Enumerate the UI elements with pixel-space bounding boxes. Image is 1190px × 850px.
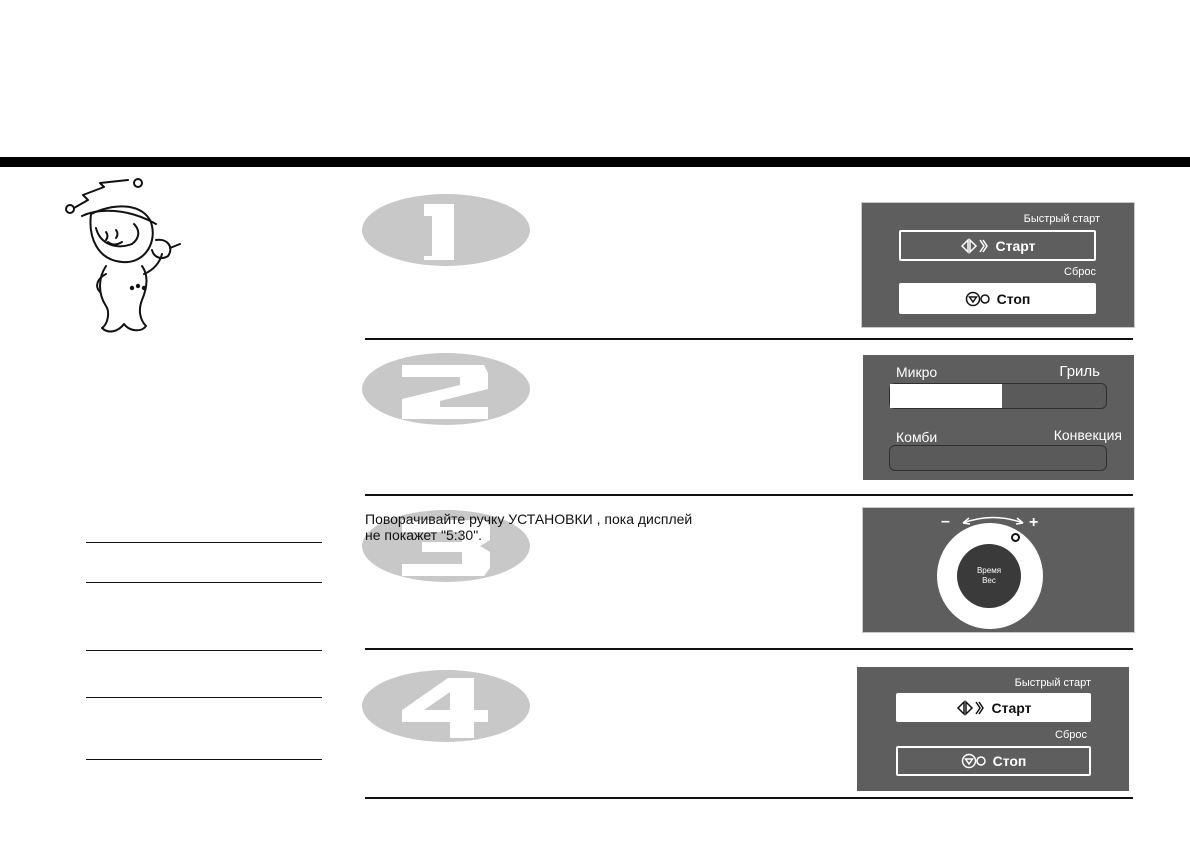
reset-label: Сброс [1064, 266, 1096, 278]
control-panel-1 [861, 202, 1135, 328]
micro-grill-fill [890, 384, 1002, 408]
quick-start-label: Быстрый старт [1023, 213, 1100, 225]
start-icon [960, 238, 990, 254]
step-4-number: 4 [362, 660, 363, 661]
quick-start-label-2: Быстрый старт [1014, 677, 1091, 689]
left-divider-4 [86, 697, 322, 698]
header-rule [0, 157, 1190, 167]
start-button-2[interactable] [896, 693, 1091, 722]
stop-button-label: Стоп [996, 290, 1031, 307]
mascot-illustration [58, 178, 188, 338]
step-divider-1 [365, 338, 1133, 340]
control-panel-3 [862, 507, 1135, 633]
minus-label: – [941, 513, 950, 530]
setting-dial[interactable] [937, 523, 1043, 629]
convection-label: Конвекция [1053, 427, 1122, 443]
stop-button[interactable] [899, 283, 1096, 314]
combi-label: Комби [896, 429, 938, 445]
start-button-label: Старт [995, 237, 1036, 254]
step-divider-2 [365, 494, 1133, 496]
dial-line-2: Вес [982, 576, 996, 585]
start-button-label-2: Старт [991, 699, 1032, 716]
time-weight-knob[interactable] [957, 544, 1021, 608]
left-divider-3 [86, 650, 322, 651]
plus-label: + [1029, 514, 1039, 531]
micro-label: Микро [896, 364, 938, 380]
reset-label-2: Сброс [1055, 729, 1087, 741]
stop-icon [961, 753, 987, 769]
stop-button-label-2: Стоп [992, 753, 1027, 769]
step-2-badge [362, 343, 530, 425]
dial-line-1: Время [976, 566, 1002, 575]
stop-icon [965, 291, 991, 307]
step-4-badge [362, 660, 530, 742]
stop-button-2[interactable] [896, 746, 1091, 776]
step-divider-3 [365, 648, 1133, 650]
grill-label: Гриль [1059, 363, 1100, 380]
control-panel-2 [863, 355, 1134, 480]
start-icon [956, 700, 986, 716]
step-2-number: 2 [362, 343, 363, 344]
step-1-number: 1 [362, 184, 363, 185]
control-panel-4 [857, 667, 1129, 791]
combi-convection-selector[interactable] [889, 445, 1107, 471]
step-divider-4 [365, 797, 1133, 799]
dial-indicator-icon [1011, 533, 1020, 542]
left-divider-2 [86, 582, 322, 583]
micro-grill-selector[interactable] [889, 383, 1107, 409]
step-1-badge [362, 184, 530, 266]
left-divider-5 [86, 759, 322, 760]
step-3-number: 3 [362, 500, 363, 501]
step-3-instruction: Поворачивайте ручку УСТАНОВКИ , пока дисплей не покажет "5:30". [365, 511, 693, 543]
left-divider-1 [86, 542, 322, 543]
start-button[interactable] [899, 230, 1096, 261]
